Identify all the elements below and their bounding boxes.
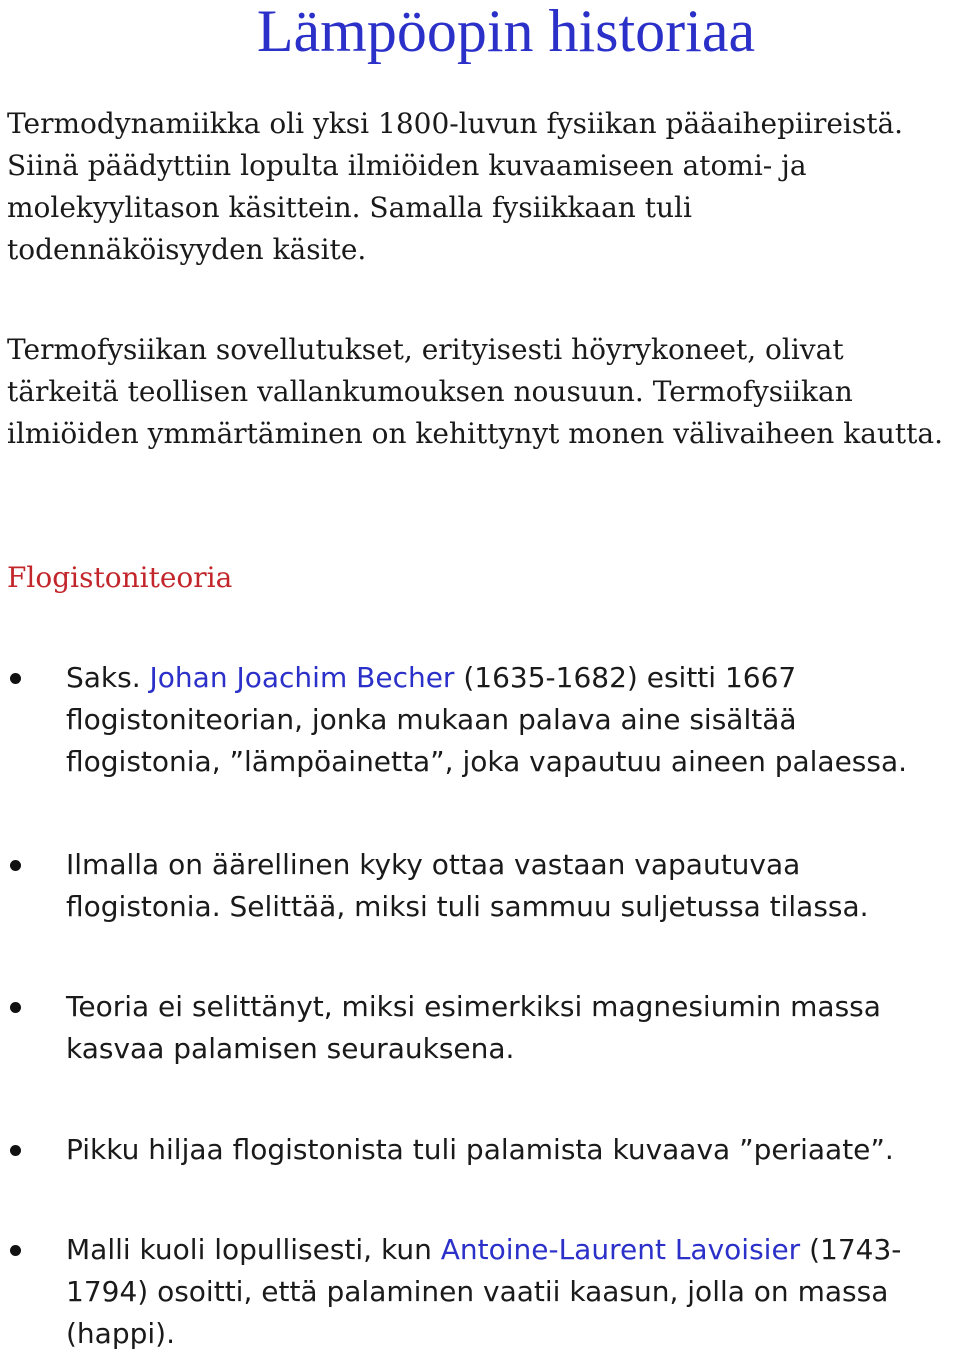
bullet-magnesium (66, 986, 952, 1070)
bullet-air-capacity (66, 844, 952, 928)
bullet-dot-icon (10, 860, 21, 871)
section-heading-flogistoniteoria: Flogistoniteoria (7, 561, 233, 594)
intro-paragraph: Termodynamiikka oli yksi 1800-luvun fysiikan pääaihepiireistä. Siinä päädyttiin lopulta ilmiöiden kuvaamiseen atomi- ja molekyylitason käsittein. Samalla fysiikkaan tuli todennäköisyyden käsite. (7, 107, 904, 266)
bullet-becher (66, 657, 952, 783)
bullet-text: Saks. (66, 661, 150, 694)
bullet-dot-icon (10, 1145, 21, 1156)
bullet-text: (1635-1682) esitti 1667 flogistoniteorian, jonka mukaan palava aine sisältää flogistonia, ”lämpöainetta”, joka vapautuu aineen palaessa. (66, 661, 908, 778)
bullet-dot-icon (10, 1002, 21, 1013)
bullet-principle (66, 1129, 952, 1171)
bullet-dot-icon (10, 1245, 21, 1256)
page-title: Lämpöopin historiaa (256, 0, 756, 64)
bullet-text: Ilmalla on äärellinen kyky ottaa vastaan vapautuvaa flogistonia. Selittää, miksi tuli sammuu suljetussa tilassa. (66, 848, 869, 923)
link-antoine-laurent-lavoisier[interactable]: Antoine-Laurent Lavoisier (440, 1233, 801, 1266)
bullet-text: Teoria ei selittänyt, miksi esimerkiksi magnesiumin massa kasvaa palamisen seurauksena. (66, 990, 881, 1065)
applications-paragraph: Termofysiikan sovellutukset, erityisesti höyrykoneet, olivat tärkeitä teollisen vallankumouksen nousuun. Termofysiikan ilmiöiden ymmärtäminen on kehittynyt monen välivaiheen kautta. (7, 333, 944, 450)
link-johan-joachim-becher[interactable]: Johan Joachim Becher (149, 661, 455, 694)
bullet-lavoisier (66, 1229, 952, 1355)
bullet-text: (1743-1794) osoitti, että palaminen vaatii kaasun, jolla on massa (happi). (66, 1233, 902, 1350)
bullet-text: Pikku hiljaa flogistonista tuli palamista kuvaava ”periaate”. (66, 1133, 894, 1166)
bullet-text: Malli kuoli lopullisesti, kun (66, 1233, 441, 1266)
bullet-dot-icon (10, 673, 21, 684)
